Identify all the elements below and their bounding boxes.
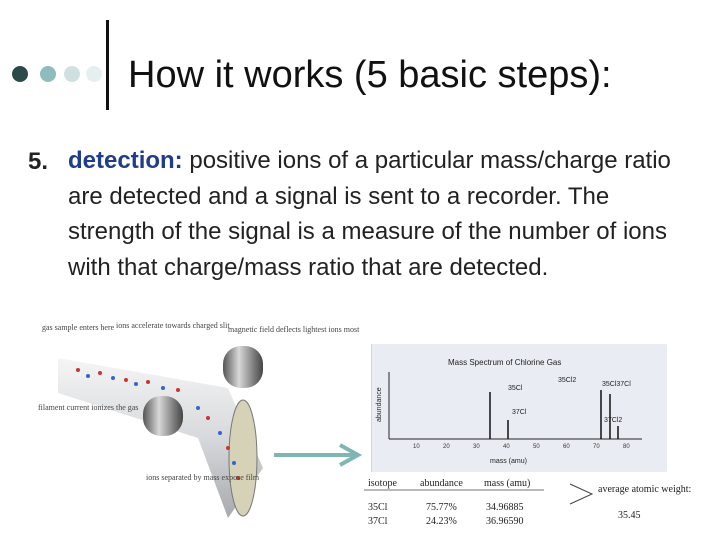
table-cell-isotope: 37Cl (368, 516, 388, 527)
step-description (68, 143, 683, 285)
table-cell-abundance: 24.23% (426, 516, 457, 527)
decor-dot-4 (86, 66, 102, 82)
callout-ions-accelerate: ions accelerate towards charged slit (116, 321, 230, 330)
callout-ions-separated: ions separated by mass expose film (146, 473, 260, 482)
tick-label: 50 (533, 444, 540, 450)
peak-label-35cl: 35Cl (508, 385, 523, 392)
table-cell-mass: 36.96590 (486, 516, 524, 527)
bracket-arrow-icon (570, 484, 592, 504)
table-header-isotope: isotope (368, 478, 397, 489)
decor-dot-1 (12, 66, 28, 82)
decor-dot-3 (64, 66, 80, 82)
spectrum-xlabel: mass (amu) (490, 458, 527, 465)
tick-label: 10 (413, 444, 420, 450)
tick-label: 60 (563, 444, 570, 450)
peak-label-35cl2: 35Cl2 (558, 377, 577, 384)
magnet-lower (143, 396, 183, 436)
tick-label: 80 (623, 444, 630, 450)
table-cell-isotope: 35Cl (368, 502, 388, 513)
result-label: average atomic weight: (598, 484, 692, 495)
tick-label: 20 (443, 444, 450, 450)
table-header-mass: mass (amu) (484, 478, 531, 489)
callout-filament: filament current ionizes the gas (38, 403, 139, 412)
step-body: positive ions of a particular mass/charge ratio are detected and a signal is sent to a recorder. The strength of the signal is a measure of the number of ions with that charge/mass ratio that are detected. (68, 147, 671, 281)
callout-gas-sample: gas sample enters here (42, 323, 115, 332)
peak-label-37cl: 37Cl (512, 409, 527, 416)
magnet-upper (223, 346, 263, 388)
peak-label-37cl2: 37Cl2 (604, 417, 623, 424)
spectrum-ylabel: abundance (376, 387, 383, 422)
mass-spectrum-chart (371, 344, 667, 472)
slide-title: How it works (5 basic steps): (128, 54, 612, 96)
spectrum-title: Mass Spectrum of Chlorine Gas (448, 358, 562, 367)
peak-label-35cl37cl: 35Cl37Cl (602, 381, 631, 388)
table-cell-mass: 34.96885 (486, 502, 524, 513)
table-header-abundance: abundance (420, 478, 463, 489)
title-divider (106, 20, 109, 110)
isotope-table (364, 474, 714, 540)
step-number: 5. (28, 148, 49, 175)
step-term: detection: (68, 147, 183, 174)
mass-spectrometer-diagram (38, 318, 360, 526)
detector-plate (229, 400, 257, 516)
table-cell-abundance: 75.77% (426, 502, 457, 513)
tick-label: 40 (503, 444, 510, 450)
callout-magnetic-field: magnetic field deflects lightest ions most (228, 325, 360, 334)
tick-label: 30 (473, 444, 480, 450)
result-value: 35.45 (618, 510, 641, 521)
tick-label: 70 (593, 444, 600, 450)
arrow-right-icon (274, 442, 364, 468)
decor-dot-2 (40, 66, 56, 82)
